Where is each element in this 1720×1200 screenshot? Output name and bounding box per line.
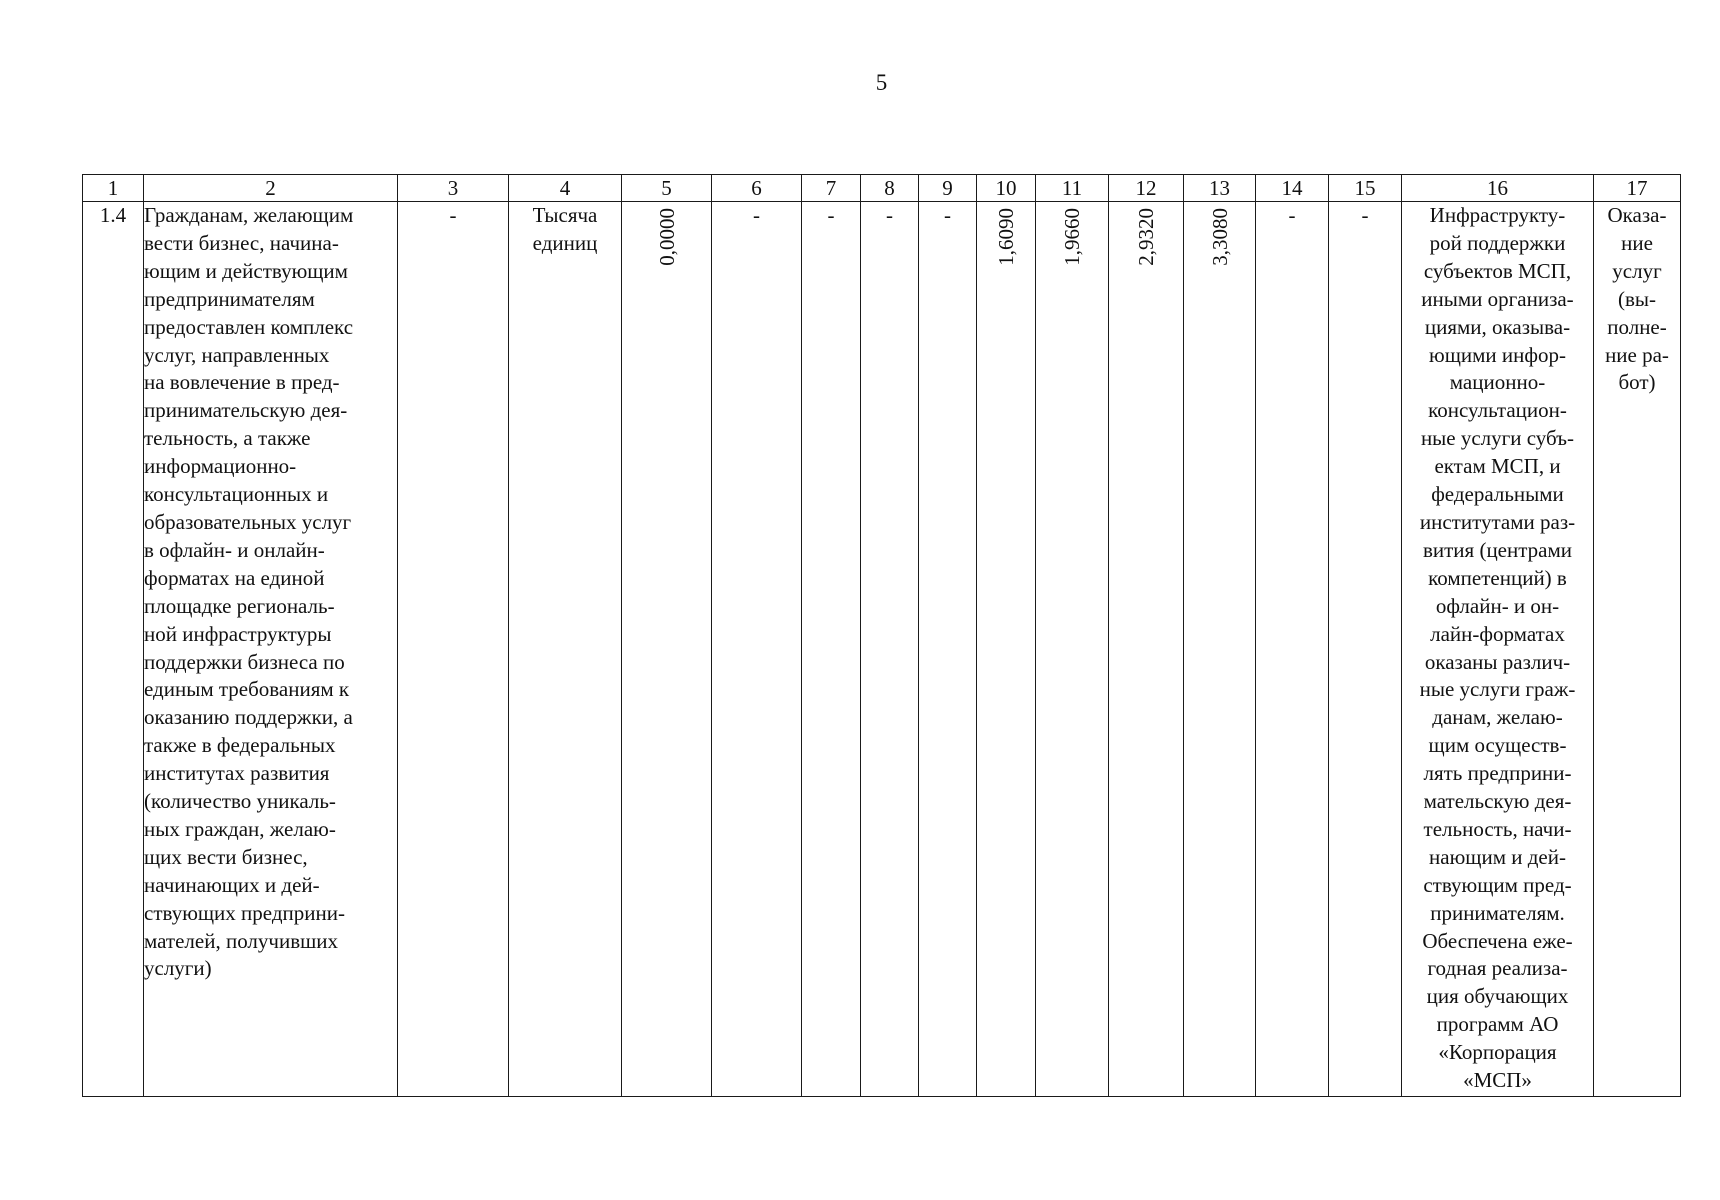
header-cell: 9 — [919, 175, 977, 202]
header-cell: 15 — [1329, 175, 1402, 202]
cell-col6: - — [712, 202, 802, 1097]
header-cell: 17 — [1594, 175, 1681, 202]
header-cell: 13 — [1184, 175, 1256, 202]
header-cell: 1 — [83, 175, 144, 202]
header-cell: 7 — [802, 175, 861, 202]
value-col5: 0,0000 — [654, 208, 679, 266]
cell-col3: - — [398, 202, 509, 1097]
header-cell: 10 — [977, 175, 1036, 202]
cell-col11 — [1036, 202, 1109, 1097]
cell-col7: - — [802, 202, 861, 1097]
value-col13: 3,3080 — [1207, 208, 1232, 266]
header-cell: 14 — [1256, 175, 1329, 202]
header-cell: 6 — [712, 175, 802, 202]
header-cell: 8 — [861, 175, 919, 202]
header-cell: 5 — [622, 175, 712, 202]
cell-col9: - — [919, 202, 977, 1097]
cell-col14: - — [1256, 202, 1329, 1097]
header-cell: 2 — [144, 175, 398, 202]
cell-col13 — [1184, 202, 1256, 1097]
unit-cell: Тысяча единиц — [509, 202, 622, 1097]
table-row — [83, 202, 1681, 1097]
value-col11: 1,9660 — [1060, 208, 1084, 266]
result-type-cell: Оказа- ние услуг (вы- полне- ние ра- бот) — [1594, 202, 1681, 1097]
header-cell: 4 — [509, 175, 622, 202]
value-col10: 1,6090 — [994, 208, 1018, 266]
cell-col8: - — [861, 202, 919, 1097]
indicator-description-cell: Гражданам, желающим вести бизнес, начина- ющим и действующим предпринимателям предоставлен комплекс услуг, направленных на вовлечение в пред- принимательскую дея- тельность, а также информационно- консультационных и образовательных услуг в офлайн- и онлайн- форматах на единой площадке региональ- ной инфраструктуры поддержки бизнеса по единым требованиям к оказанию поддержки, а также в федеральных институтах развития (количество уникаль- ных граждан, желаю- щих вести бизнес, начинающих и дей- ствующих предприни- мателей, получивших услуги) — [144, 202, 398, 1097]
header-cell: 11 — [1036, 175, 1109, 202]
table-header-row — [83, 175, 1681, 202]
cell-col12 — [1109, 202, 1184, 1097]
header-cell: 16 — [1402, 175, 1594, 202]
value-col12: 2,9320 — [1134, 208, 1158, 266]
result-description-cell: Инфраструкту- рой поддержки субъектов МСП, иными организа- циями, оказыва- ющими инфор- мационно- консультацион- ные услуги субъ- ектам МСП, и федеральными институтами раз- вития (центрами компетенций) в офлайн- и он- лайн-форматах оказаны различ- ные услуги граж- данам, желаю- щим осуществ- лять предприни- мательскую дея- тельность, начи- нающим и дей- ствующим пред- принимателям. Обеспечена еже- годная реализа- ция обучающих программ АО «Корпорация «МСП» — [1402, 202, 1594, 1097]
page-number: 5 — [875, 70, 888, 95]
header-cell: 3 — [398, 175, 509, 202]
header-cell: 12 — [1109, 175, 1184, 202]
cell-col15: - — [1329, 202, 1402, 1097]
indicator-table — [82, 174, 1681, 1097]
row-number-cell: 1.4 — [83, 202, 144, 1097]
cell-col10 — [977, 202, 1036, 1097]
cell-col5 — [622, 202, 712, 1097]
